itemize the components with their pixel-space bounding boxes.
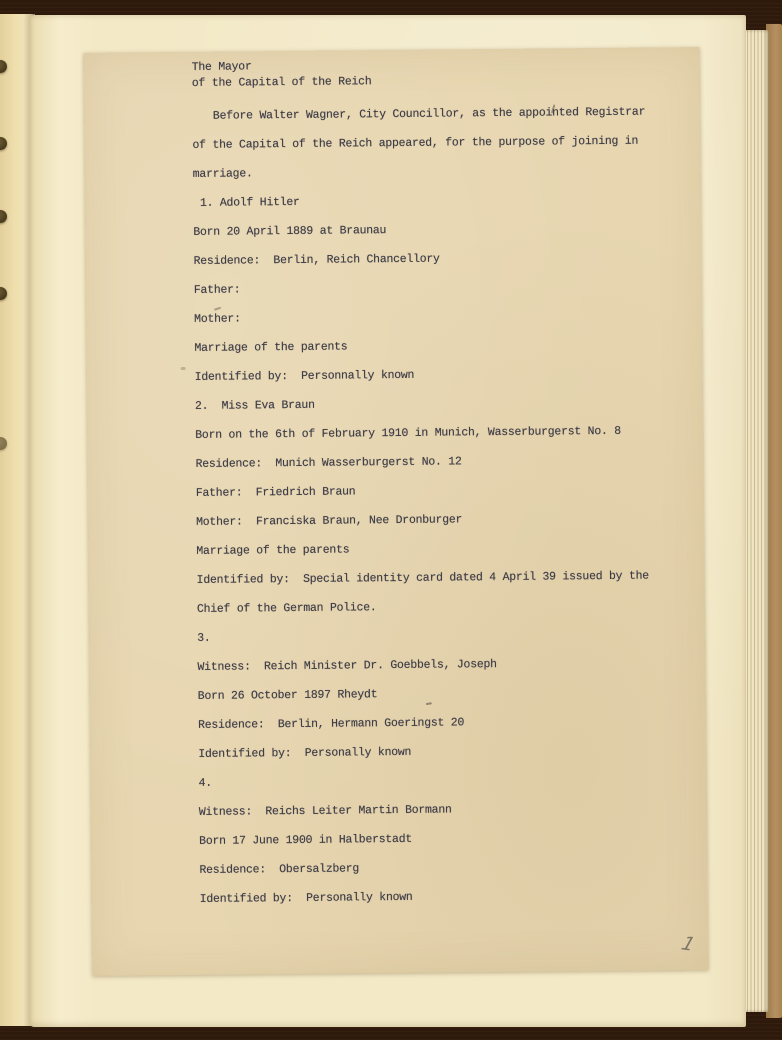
addressee-line: of the Capital of the Reich bbox=[191, 75, 372, 90]
intro-line: Before Walter Wagner, City Councillor, as the appointed Registrar bbox=[212, 105, 646, 123]
typed-document-sheet bbox=[84, 47, 709, 976]
bride-line: Marriage of the parents bbox=[196, 543, 350, 558]
album-page bbox=[30, 15, 746, 1027]
witness3-line: Identified by: Personally known bbox=[198, 745, 412, 761]
bride-line: Chief of the German Police. bbox=[196, 601, 377, 616]
binding-gutter bbox=[0, 14, 33, 1026]
witness3-line: Born 26 October 1897 Rheydt bbox=[197, 688, 378, 703]
groom-line: Father: bbox=[193, 283, 241, 297]
witness4-line: Residence: Obersalzberg bbox=[199, 862, 360, 877]
groom-line: Born 20 April 1889 at Braunau bbox=[193, 224, 387, 239]
document-text bbox=[192, 55, 702, 908]
bride-line: Born on the 6th of February 1910 in Munich, Wasserburgerst No. 8 bbox=[195, 424, 621, 442]
addressee-line: The Mayor bbox=[191, 60, 252, 74]
handwritten-page-number: 1 bbox=[678, 932, 698, 956]
witness4-line: Born 17 June 1900 in Halberstadt bbox=[199, 832, 413, 848]
groom-line: Marriage of the parents bbox=[194, 340, 348, 355]
witness3-line: 3. bbox=[197, 631, 211, 645]
witness4-line: Witness: Reichs Leiter Martin Bormann bbox=[198, 803, 452, 819]
groom-line: 1. Adolf Hitler bbox=[199, 195, 300, 210]
paper-speck bbox=[181, 367, 186, 370]
intro-line: marriage. bbox=[192, 167, 253, 181]
bride-line: Father: Friedrich Braun bbox=[195, 485, 356, 500]
witness3-line: Witness: Reich Minister Dr. Goebbels, Joseph bbox=[197, 658, 497, 674]
bride-line: Mother: Franciska Braun, Nee Dronburger bbox=[196, 513, 463, 529]
witness4-line: 4. bbox=[198, 776, 212, 790]
groom-line: Residence: Berlin, Reich Chancellory bbox=[193, 252, 440, 268]
groom-line: Identified by: Personnally known bbox=[194, 368, 415, 384]
bride-line: Identified by: Special identity card dated 4 April 39 issued by the bbox=[196, 569, 649, 587]
bride-line: 2. Miss Eva Braun bbox=[194, 398, 315, 413]
witness4-line: Identified by: Personally known bbox=[199, 890, 413, 906]
witness3-line: Residence: Berlin, Hermann Goeringst 20 bbox=[197, 716, 465, 732]
intro-line: of the Capital of the Reich appeared, for the purpose of joining in bbox=[192, 134, 639, 152]
groom-line: Mother: bbox=[194, 312, 241, 326]
bride-line: Residence: Munich Wasserburgerst No. 12 bbox=[195, 455, 462, 471]
